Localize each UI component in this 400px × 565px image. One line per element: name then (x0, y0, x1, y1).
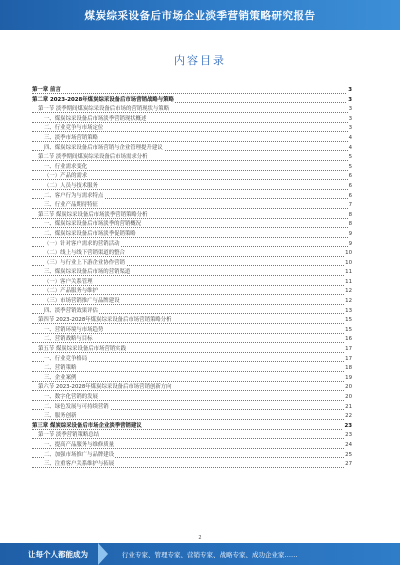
toc-entry[interactable] (32, 96, 352, 106)
toc-entry[interactable] (32, 259, 352, 269)
toc-entry-title: 四、煤炭综采设备后市场营销与企业管理提升建议 (44, 144, 163, 151)
toc-entry[interactable] (32, 412, 352, 422)
toc-entry-page: 9 (348, 240, 352, 250)
toc-entry[interactable] (32, 230, 352, 240)
toc-leader-dots (32, 381, 352, 382)
toc-leader-dots (32, 131, 352, 132)
toc-entry-title: 三、煤炭综采设备后市场的营销渠道 (44, 269, 131, 276)
toc-entry-title: 四、淡季营销效果评估 (44, 307, 98, 314)
toc-entry-page: 3 (348, 115, 352, 125)
toc-entry-title: 一、行业竞争格局 (44, 355, 88, 362)
toc-entry-title: 第一节 淡季期间煤炭综采设备后市场的营销现状与策略 (38, 106, 170, 113)
toc-entry[interactable] (32, 115, 352, 125)
toc-entry[interactable] (32, 105, 352, 115)
toc-entry-page: 27 (344, 460, 352, 470)
toc-entry[interactable] (32, 153, 352, 163)
toc-entry[interactable] (32, 278, 352, 288)
toc-entry[interactable] (32, 355, 352, 365)
toc-entry-title: 二、客户行为与需求特点 (44, 192, 104, 199)
toc-entry[interactable] (32, 316, 352, 326)
toc-entry[interactable] (32, 182, 352, 192)
toc-entry[interactable] (32, 422, 352, 432)
toc-entry[interactable] (32, 172, 352, 182)
toc-entry-page: 3 (347, 96, 352, 106)
toc-entry-page: 21 (344, 403, 352, 413)
toc-leader-dots (32, 294, 352, 295)
toc-entry[interactable] (32, 192, 352, 202)
toc-entry[interactable] (32, 431, 352, 441)
toc-entry-title: （一）针对客户需求的营销活动 (44, 240, 120, 247)
toc-entry-page: 12 (344, 297, 352, 307)
toc-entry-title: 三、淡季市场营销策略 (44, 134, 98, 141)
toc-leader-dots (32, 438, 352, 439)
toc-entry-page: 17 (344, 345, 352, 355)
toc-leader-dots (32, 467, 352, 468)
toc-entry-title: 第四节 2023-2028年煤炭综采设备后市场营销策略分析 (38, 317, 172, 324)
toc-entry-page: 5 (348, 153, 352, 163)
toc-entry-title: （一）客户关系管理 (44, 278, 93, 285)
toc-entry-page: 24 (344, 441, 352, 451)
toc-entry[interactable] (32, 335, 352, 345)
toc-entry[interactable] (32, 326, 352, 336)
toc-entry-title: 第二章 2023-2028年煤炭综采设备后市场营销战略与策略 (32, 96, 174, 103)
toc-leader-dots (32, 371, 352, 372)
page-number: 2 (198, 535, 202, 541)
toc-entry-title: 一、提高产品服务与维修质量 (44, 441, 115, 448)
toc-leader-dots (32, 160, 352, 161)
toc-entry[interactable] (32, 201, 352, 211)
toc-entry[interactable] (32, 124, 352, 134)
toc-entry-title: 三、服务创新 (44, 413, 77, 420)
toc-entry-page: 3 (348, 105, 352, 115)
toc-entry-title: （二）线上与线下营销渠道的整合 (44, 250, 125, 257)
toc-entry[interactable] (32, 460, 352, 470)
toc-entry-title: 一、煤炭综采设备后市场淡季的营销概况 (44, 221, 142, 228)
toc-entry-title: 三、行业产品期待特征 (44, 202, 98, 209)
toc-entry-title: 二、煤炭综采设备后市场淡季促销策略 (44, 230, 136, 237)
toc-leader-dots (32, 256, 352, 257)
toc-leader-dots (32, 112, 352, 113)
toc-entry-title: 三、企业案例 (44, 374, 77, 381)
toc-entry[interactable] (32, 364, 352, 374)
toc-leader-dots (32, 275, 352, 276)
toc-leader-dots (32, 419, 352, 420)
toc-entry[interactable] (32, 249, 352, 259)
toc-entry-page: 12 (344, 287, 352, 297)
toc-entry-title: 二、营销策略 (44, 365, 77, 372)
toc-entry-title: 第三章 煤炭综采设备后市场企业淡季营销建议 (32, 422, 142, 429)
toc-entry-page: 22 (344, 412, 352, 422)
toc-entry-page: 11 (344, 268, 352, 278)
toc-entry[interactable] (32, 441, 352, 451)
toc-entry-title: 一、营销环境与市场趋势 (44, 326, 104, 333)
toc-entry-title: 一、煤炭综采设备后市场淡季营销现状概述 (44, 115, 147, 122)
toc-entry-title: 一、行业需求变化 (44, 163, 88, 170)
toc-entry[interactable] (32, 144, 352, 154)
toc-entry-page: 18 (344, 364, 352, 374)
toc-entry-title: 二、加强市场推广与品牌建设 (44, 451, 115, 458)
toc-entry[interactable] (32, 268, 352, 278)
toc-entry-page: 9 (348, 230, 352, 240)
toc-leader-dots (32, 304, 352, 305)
toc-entry-page: 23 (343, 422, 352, 432)
toc-leader-dots (32, 179, 352, 180)
toc-leader-dots (32, 93, 352, 94)
toc-entry[interactable] (32, 220, 352, 230)
toc-entry[interactable] (32, 403, 352, 413)
toc-entry-title: 第六节 2023-2028年煤炭综采设备后市场营销创新方向 (38, 384, 172, 391)
toc-entry[interactable] (32, 393, 352, 403)
toc-entry[interactable] (32, 287, 352, 297)
toc-entry-page: 3 (347, 86, 352, 96)
toc-entry[interactable] (32, 163, 352, 173)
toc-entry-page: 4 (348, 134, 352, 144)
header-banner (0, 0, 400, 30)
footer-banner (0, 543, 400, 565)
toc-entry[interactable] (32, 240, 352, 250)
toc-entry-title: （一）产品的需求 (44, 173, 88, 180)
toc-entry-page: 23 (344, 431, 352, 441)
toc-leader-dots (32, 208, 352, 209)
toc-entry-title: 第三节 煤炭综采设备后市场淡季营销策略分析 (38, 211, 148, 218)
toc-entry-page: 3 (348, 124, 352, 134)
toc-entry[interactable] (32, 383, 352, 393)
table-of-contents (32, 86, 352, 470)
toc-leader-dots (32, 342, 352, 343)
toc-entry-page: 13 (344, 307, 352, 317)
toc-entry-page: 15 (344, 326, 352, 336)
toc-entry-page: 8 (348, 220, 352, 230)
toc-entry-page: 19 (344, 374, 352, 384)
toc-entry-page: 10 (344, 249, 352, 259)
toc-entry-title: 二、行业竞争与市场定位 (44, 125, 104, 132)
toc-entry[interactable] (32, 211, 352, 221)
toc-entry-page: 6 (348, 172, 352, 182)
toc-entry-page: 5 (348, 163, 352, 173)
toc-entry-title: 二、绿色发展与可持续营销 (44, 403, 109, 410)
toc-entry-title: （二）人员与技术服务 (44, 182, 98, 189)
toc-entry-title: 第一节 淡季营销策略总结 (38, 432, 100, 439)
footer-arrow-icon (98, 543, 108, 565)
footer-tagline: 行业专家、管理专家、营销专家、战略专家、成功企业家…… (122, 551, 298, 559)
toc-entry-page: 20 (344, 383, 352, 393)
toc-entry[interactable] (32, 374, 352, 384)
toc-entry[interactable] (32, 345, 352, 355)
toc-entry-page: 10 (344, 259, 352, 269)
toc-entry-title: （二）产品服务与维护 (44, 288, 98, 295)
toc-entry-page: 16 (344, 335, 352, 345)
toc-entry-title: （三）与行业上下游企业协作营销 (44, 259, 125, 266)
toc-entry-page: 15 (344, 316, 352, 326)
toc-leader-dots (32, 323, 352, 324)
toc-entry[interactable] (32, 307, 352, 317)
toc-entry-page: 25 (344, 451, 352, 461)
toc-entry-page: 6 (348, 192, 352, 202)
toc-entry-page: 7 (348, 201, 352, 211)
toc-entry-page: 11 (344, 278, 352, 288)
toc-entry[interactable] (32, 86, 352, 96)
toc-entry[interactable] (32, 134, 352, 144)
toc-heading: 内容目录 (174, 54, 226, 67)
toc-entry[interactable] (32, 451, 352, 461)
toc-entry-title: 二、营销战略与目标 (44, 336, 93, 343)
toc-entry-title: 第一章 前言 (32, 87, 61, 93)
toc-entry-page: 17 (344, 355, 352, 365)
toc-entry-page: 20 (344, 393, 352, 403)
footer-slogan: 让每个人都能成为 (28, 550, 88, 559)
toc-entry-page: 4 (348, 144, 352, 154)
toc-leader-dots (32, 227, 352, 228)
toc-leader-dots (32, 390, 352, 391)
toc-entry[interactable] (32, 297, 352, 307)
toc-entry-page: 8 (348, 211, 352, 221)
toc-entry-title: 第二节 淡季期间煤炭综采设备后市场需求分析 (38, 154, 148, 161)
toc-entry-title: 三、注重客户关系维护与拓展 (44, 461, 115, 468)
toc-entry-title: 一、数字化营销的发展 (44, 394, 98, 400)
toc-entry-title: （三）市场营销推广与品牌建设 (44, 298, 120, 305)
toc-entry-page: 6 (348, 182, 352, 192)
report-title: 煤炭综采设备后市场企业淡季营销策略研究报告 (84, 10, 316, 22)
toc-entry-title: 第五节 煤炭综采设备后市场营销实践 (38, 346, 126, 353)
